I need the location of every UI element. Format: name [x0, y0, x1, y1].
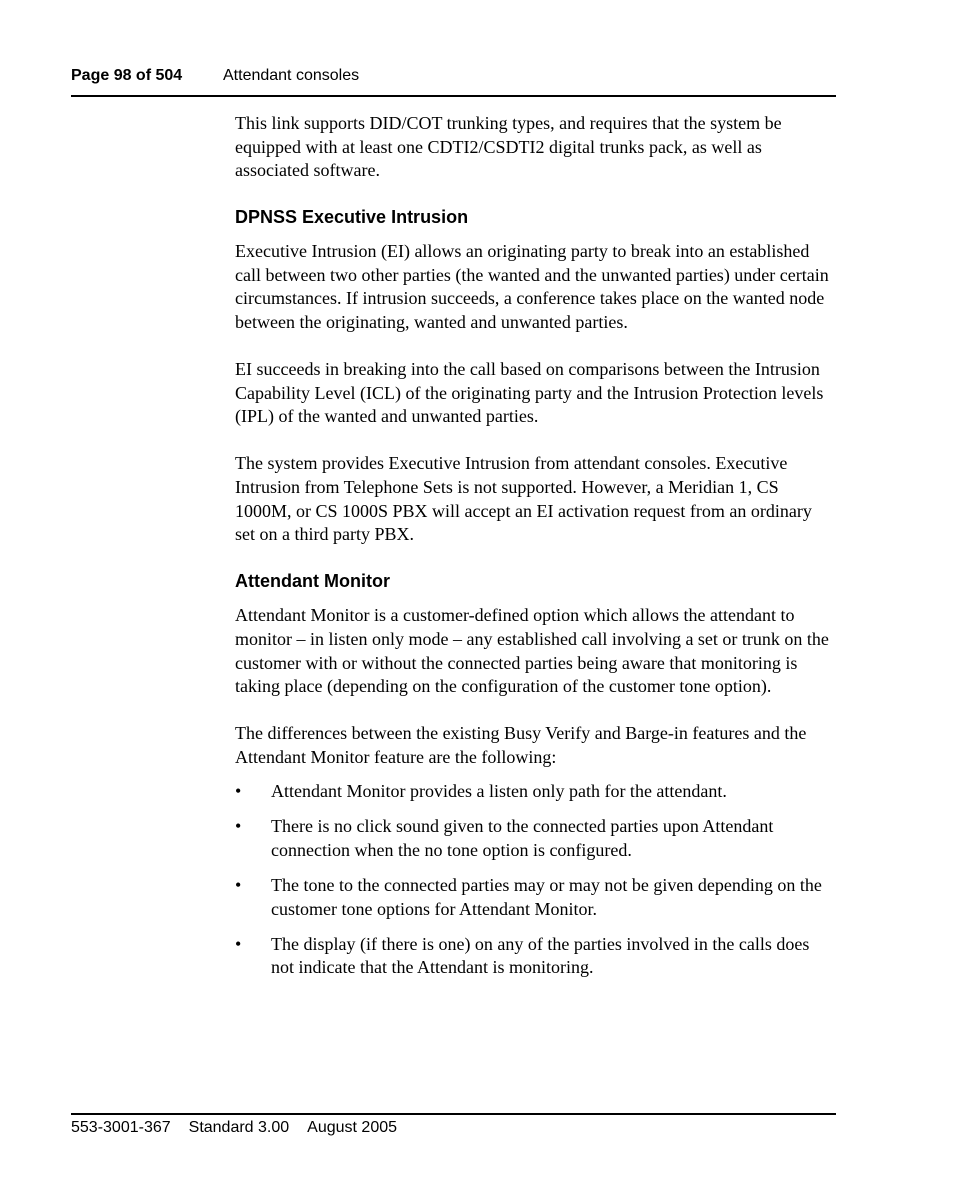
bullet-icon: • — [235, 933, 242, 954]
bullet-icon: • — [235, 816, 242, 837]
bullet-icon: • — [235, 781, 242, 802]
document-date: August 2005 — [307, 1119, 398, 1136]
list-item — [235, 933, 835, 980]
document-standard: Standard 3.00 — [188, 1119, 290, 1136]
list-item — [235, 780, 835, 804]
section-heading-attendant-monitor: Attendant Monitor — [235, 571, 390, 592]
chapter-title: Attendant consoles — [223, 67, 360, 84]
differences-list — [235, 780, 835, 980]
list-item-text: The tone to the connected parties may or may not be given depending on the customer tone options for Attendant Monitor. — [271, 875, 822, 919]
list-item — [235, 815, 835, 862]
header-divider — [71, 95, 836, 97]
page-header — [71, 66, 836, 86]
paragraph-ei-support: The system provides Executive Intrusion from attendant consoles. Executive Intrusion from Telephone Sets is not supported. However, a Meridian 1, CS 1000M, or CS 1000S PBX will accept an EI activation request from an ordinary set on a third party PBX. — [235, 453, 812, 545]
page-number: Page 98 of 504 — [71, 67, 183, 84]
page-content — [235, 112, 835, 992]
list-item — [235, 874, 835, 921]
paragraph-monitor-definition: Attendant Monitor is a customer-defined option which allows the attendant to monitor – in listen only mode – any established call involving a set or trunk on the customer with or without the connected parties being aware that monitoring is taking place (depending on the configuration of the customer tone option). — [235, 605, 829, 697]
list-item-text: The display (if there is one) on any of the parties involved in the calls does not indicate that the Attendant is monitoring. — [271, 933, 810, 978]
section-heading-dpnss: DPNSS Executive Intrusion — [235, 207, 469, 228]
list-item-text: There is no click sound given to the connected parties upon Attendant connection when the no tone option is configured. — [271, 816, 774, 861]
paragraph-ei-definition: Executive Intrusion (EI) allows an originating party to break into an established call between two other parties (the wanted and the unwanted parties) under certain circumstances. If intrusion succeeds, a conference takes place on the wanted node between the originating, wanted and unwanted parties. — [235, 241, 829, 333]
paragraph-differences-intro: The differences between the existing Busy Verify and Barge-in features and the Attendant Monitor feature are the following: — [235, 723, 807, 767]
footer-divider — [71, 1113, 836, 1115]
page-footer — [71, 1118, 836, 1138]
document-number: 553-3001-367 — [71, 1119, 171, 1136]
list-item-text: Attendant Monitor provides a listen only path for the attendant. — [271, 781, 727, 802]
bullet-icon: • — [235, 875, 242, 896]
intro-paragraph: This link supports DID/COT trunking types, and requires that the system be equipped with at least one CDTI2/CSDTI2 digital trunks pack, as well as associated software. — [235, 113, 782, 181]
paragraph-ei-comparison: EI succeeds in breaking into the call based on comparisons between the Intrusion Capability Level (ICL) of the originating party and the Intrusion Protection levels (IPL) of the wanted and unwanted parties. — [235, 359, 824, 427]
